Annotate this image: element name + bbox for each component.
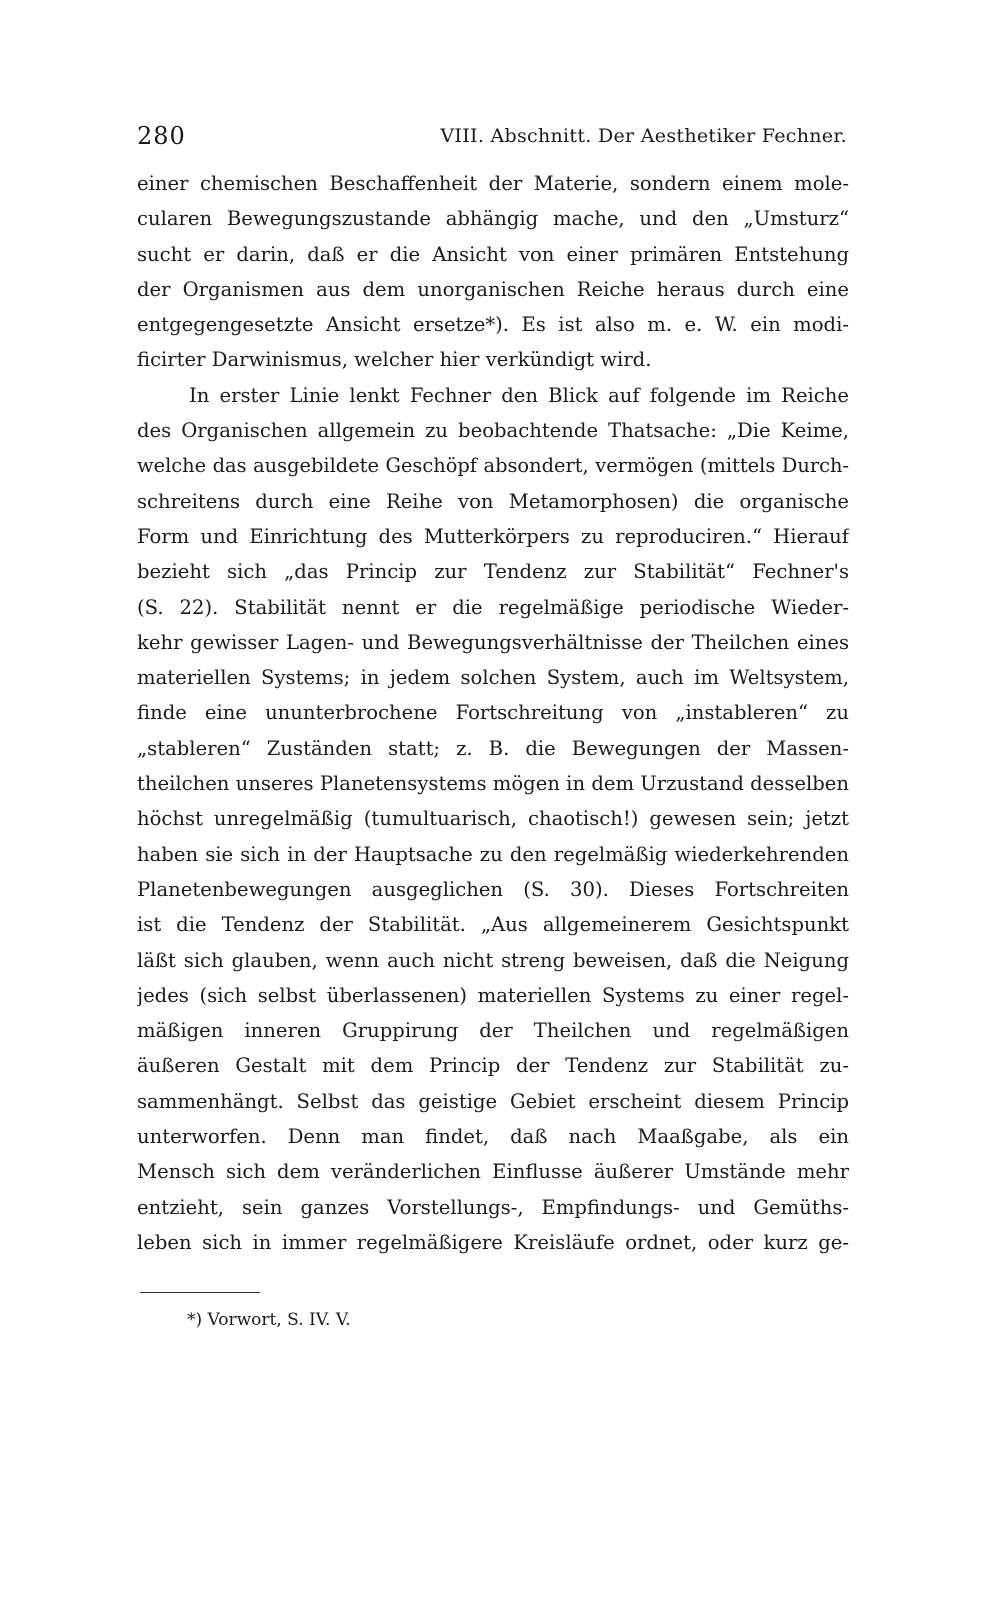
text-line: cularen Bewegungszustande abhängig mache, und den „Umsturz“ — [137, 207, 849, 231]
text-line: materiellen Systems; in jedem solchen System, auch im Weltsystem, — [137, 666, 849, 690]
text-line: welche das ausgebildete Geschöpf absondert, vermögen (mittels Durch- — [137, 454, 849, 478]
text-line: leben sich in immer regelmäßigere Kreisläufe ordnet, oder kurz ge- — [137, 1230, 849, 1254]
text-line: (S. 22). Stabilität nennt er die regelmäßige periodische Wieder- — [137, 595, 849, 619]
footnote: *) Vorwort, S. IV. V. — [187, 1310, 351, 1330]
text-line: jedes (sich selbst überlassenen) materiellen Systems zu einer regel- — [137, 983, 849, 1007]
text-line: der Organismen aus dem unorganischen Reiche heraus durch eine — [137, 277, 849, 301]
text-line: theilchen unseres Planetensystems mögen in dem Urzustand desselben — [137, 772, 849, 796]
page-header — [137, 118, 847, 154]
running-title: VIII. Abschnitt. Der Aesthetiker Fechner. — [440, 125, 847, 147]
text-line: kehr gewisser Lagen- und Bewegungsverhältnisse der Theilchen eines — [137, 630, 849, 654]
text-line: sucht er darin, daß er die Ansicht von einer primären Entstehung — [137, 242, 849, 266]
text-line: schreitens durch eine Reihe von Metamorphosen) die organische — [137, 489, 849, 513]
text-line: haben sie sich in der Hauptsache zu den regelmäßig wiederkehrenden — [137, 842, 849, 866]
text-line: sammenhängt. Selbst das geistige Gebiet erscheint diesem Princip — [137, 1089, 849, 1113]
text-line: finde eine ununterbrochene Fortschreitung von „instableren“ zu — [137, 701, 849, 725]
footnote-divider — [140, 1292, 260, 1293]
text-line: unterworfen. Denn man findet, daß nach Maaßgabe, als ein — [137, 1125, 849, 1149]
text-line: entgegengesetzte Ansicht ersetze*). Es ist also m. e. W. ein modi- — [137, 313, 849, 337]
body-text — [137, 166, 849, 1260]
text-line: bezieht sich „das Princip zur Tendenz zur Stabilität“ Fechner's — [137, 560, 849, 584]
text-line: einer chemischen Beschaffenheit der Materie, sondern einem mole- — [137, 172, 849, 195]
text-line: läßt sich glauben, wenn auch nicht streng beweisen, daß die Neigung — [137, 948, 849, 972]
text-line: mäßigen inneren Gruppirung der Theilchen und regelmäßigen — [137, 1019, 849, 1043]
text-line: entzieht, sein ganzes Vorstellungs-, Empfindungs- und Gemüths- — [137, 1195, 849, 1219]
text-line: In erster Linie lenkt Fechner den Blick auf folgende im Reiche — [189, 383, 849, 407]
text-line: Form und Einrichtung des Mutterkörpers zu reproduciren.“ Hierauf — [137, 524, 849, 548]
text-line: „stableren“ Zuständen statt; z. B. die Bewegungen der Massen- — [137, 736, 849, 760]
text-line: Mensch sich dem veränderlichen Einflusse äußerer Umstände mehr — [137, 1160, 849, 1184]
text-line: höchst unregelmäßig (tumultuarisch, chaotisch!) gewesen sein; jetzt — [137, 807, 849, 831]
text-line: äußeren Gestalt mit dem Princip der Tendenz zur Stabilität zu- — [137, 1054, 849, 1078]
page-number: 280 — [137, 122, 186, 150]
text-line: Planetenbewegungen ausgeglichen (S. 30). Dieses Fortschreiten — [137, 877, 849, 901]
text-line: ficirter Darwinismus, welcher hier verkündigt wird. — [137, 348, 652, 372]
text-line: des Organischen allgemein zu beobachtende Thatsache: „Die Keime, — [137, 419, 849, 443]
text-line: ist die Tendenz der Stabilität. „Aus allgemeinerem Gesichtspunkt — [137, 913, 849, 937]
